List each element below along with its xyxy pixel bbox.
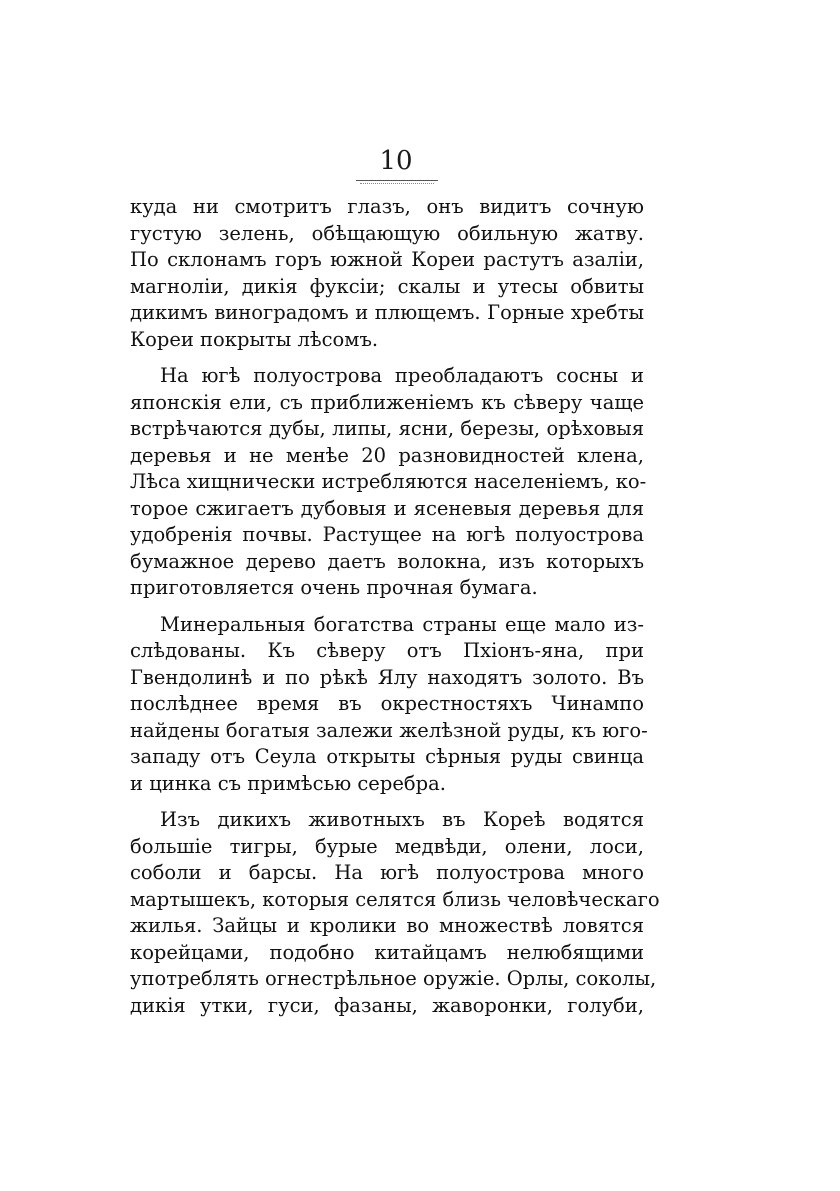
text-line: корейцами, подобно китайцамъ нелюбящими [130, 940, 644, 964]
body-text [130, 194, 660, 1029]
text-line: встрѣчаются дубы, липы, ясни, березы, орѣховыя [130, 417, 644, 440]
text-line: куда ни смотритъ глазъ, онъ видитъ сочную [130, 195, 644, 218]
text-line: торое сжигаетъ дубовыя и ясеневыя деревья для [130, 496, 644, 520]
text-line: Изъ дикихъ животныхъ въ Кореѣ водятся [160, 808, 644, 831]
text-line: дикія утки, гуси, фазаны, жаворонки, голуби, [130, 993, 644, 1017]
text-line: Кореи покрыты лѣсомъ. [130, 327, 379, 351]
text-line: Гвендолинѣ и по рѣкѣ Ялу находятъ золото. Въ [130, 665, 644, 689]
text-line: магноліи, дикія фуксіи; скалы и утесы обвиты [130, 274, 644, 298]
page-number: 10 [379, 146, 413, 176]
paragraph-1 [130, 194, 644, 353]
text-line: мартышекъ, которыя селятся близь человѣческаго [130, 887, 660, 911]
text-line: большіе тигры, бурые медвѣди, олени, лоси, [130, 834, 644, 858]
text-line: японскія ели, съ приближеніемъ къ сѣверу чаще [130, 390, 644, 414]
text-line: Лѣса хищнически истребляются населеніемъ, ко- [130, 470, 647, 493]
text-line: слѣдованы. Къ сѣверу отъ Пхіонъ-яна, при [130, 639, 644, 662]
text-line: найдены богатыя залежи желѣзной руды, къ юго- [130, 718, 648, 742]
text-line: удобренія почвы. Растущее на югѣ полуострова [130, 523, 644, 546]
text-line: употреблять огнестрѣльное оружіе. Орлы, соколы, [130, 967, 657, 990]
text-line: бумажное дерево даетъ волокна, изъ которыхъ [130, 549, 644, 573]
text-line: Минеральныя богатства страны еще мало из- [160, 612, 644, 636]
text-line: послѣднее время въ окрестностяхъ Чинампо [130, 692, 644, 715]
text-line: соболи и барсы. На югѣ полуострова много [130, 861, 644, 884]
text-line: На югѣ полуострова преобладаютъ сосны и [160, 364, 644, 387]
text-line: По склонамъ горъ южной Кореи растутъ азаліи, [130, 248, 644, 271]
paragraph-4 [130, 807, 660, 1019]
page-number-rule [356, 180, 438, 181]
text-line: жилья. Зайцы и кролики во множествѣ ловятся [130, 914, 644, 937]
text-line: дикимъ виноградомъ и плющемъ. Горные хребты [130, 301, 644, 324]
paragraph-3 [130, 612, 648, 798]
text-line: густую зелень, обѣщающую обильную жатву. [130, 221, 644, 245]
text-line: западу отъ Сеула открыты сѣрныя руды свинца [130, 745, 644, 768]
text-line: приготовляется очень прочная бумага. [130, 576, 538, 599]
text-line: деревья и не менѣе 20 разновидностей клена, [130, 443, 644, 467]
text-line: и цинка съ примѣсью серебра. [130, 771, 446, 795]
paragraph-2 [130, 363, 647, 602]
